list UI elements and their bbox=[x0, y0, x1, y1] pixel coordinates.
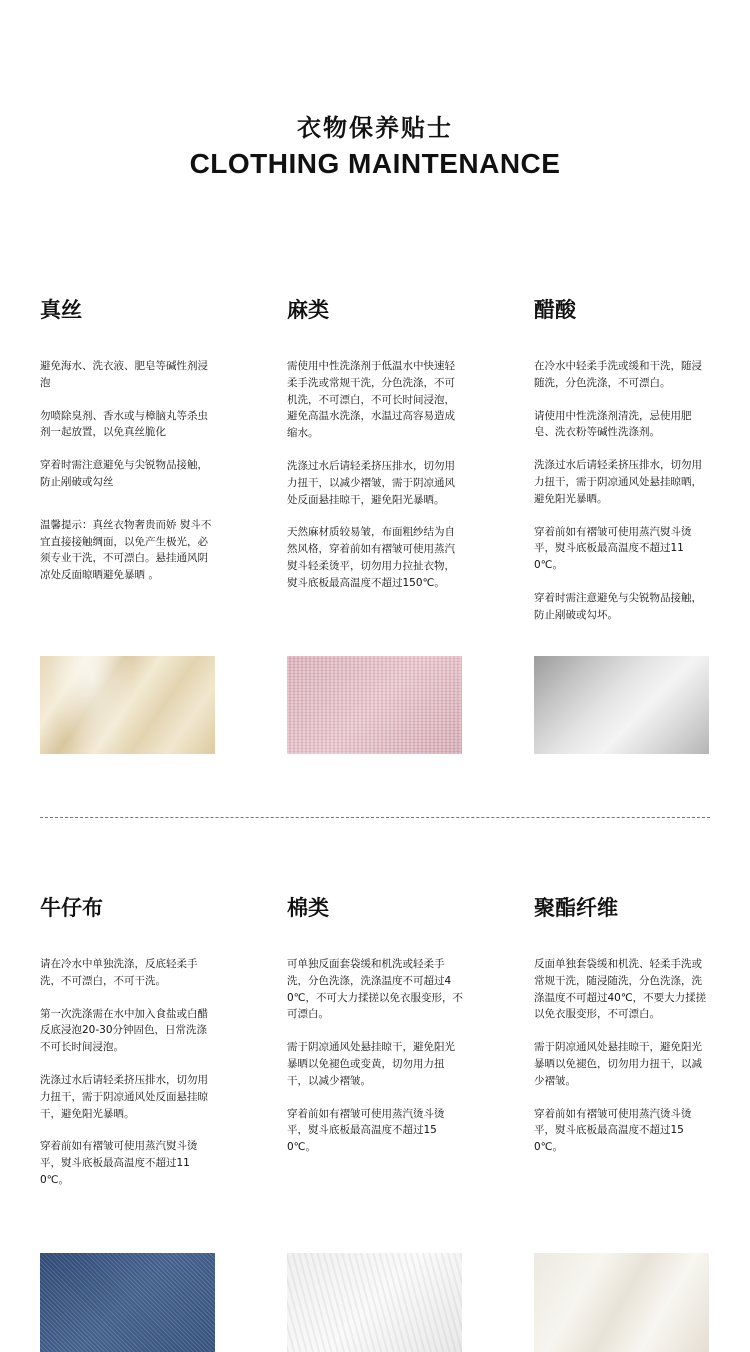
care-instructions bbox=[40, 956, 216, 1205]
fabric-name: 醋酸 bbox=[534, 298, 576, 322]
fabric-card-linen bbox=[287, 296, 467, 589]
care-paragraph: 需于阴凉通风处悬挂晾干，避免阳光暴晒以免褪色，切勿用力扭干，以减少褶皱。 bbox=[534, 1041, 702, 1087]
fabric-card-polyester bbox=[534, 894, 714, 1154]
care-paragraph: 洗涤过水后请轻柔挤压排水，切勿用力扭干，以减少褶皱，需于阴凉通风处反面悬挂晾干，避免阳光暴晒。 bbox=[287, 459, 455, 506]
fabric-name: 麻类 bbox=[287, 298, 329, 322]
care-paragraph: 穿着前如有褶皱可使用蒸汽烫斗烫平，熨斗底板最高温度不超过150℃。 bbox=[287, 1107, 445, 1154]
fabric-name: 牛仔布 bbox=[40, 896, 103, 920]
fabric-card-cotton bbox=[287, 894, 467, 1154]
page-title-chinese: 衣物保养贴士 bbox=[297, 114, 453, 142]
care-paragraph: 穿着前如有褶皱可使用蒸汽熨斗烫平，熨斗底板最高温度不超过110℃。 bbox=[40, 1140, 198, 1186]
care-paragraph: 天然麻材质较易皱，布面粗纱结为自然风格，穿着前如有褶皱可使用蒸汽熨斗轻柔烫平，切勿用力拉扯衣物，熨斗底板最高温度不超过150℃。 bbox=[287, 526, 455, 589]
care-instructions bbox=[287, 358, 463, 608]
fabric-card-acetate bbox=[534, 296, 714, 621]
care-instructions bbox=[534, 358, 710, 640]
care-paragraph: 穿着前如有褶皱可使用蒸汽烫斗烫平，熨斗底板最高温度不超过150℃。 bbox=[534, 1107, 692, 1154]
care-paragraph: 请使用中性洗涤剂清洗，忌使用肥皂、洗衣粉等碱性洗涤剂。 bbox=[534, 409, 692, 439]
acetate-swatch-image bbox=[534, 656, 709, 754]
cotton-swatch-image bbox=[287, 1253, 462, 1352]
care-paragraph: 穿着时需注意避免与尖锐物品接触，防止剐破或勾丝 bbox=[40, 459, 208, 488]
silk-swatch-image bbox=[40, 656, 215, 754]
care-paragraph: 第一次洗涤需在水中加入食盐或白醋反底浸泡20-30分钟固色，日常洗涤不可长时间浸泡。 bbox=[40, 1007, 208, 1054]
care-paragraph: 反面单独套袋缓和机洗、轻柔手洗或常规干洗，随浸随洗，分色洗涤，洗涤温度不可超过40℃，不要大力揉搓以免衣服变形，不可漂白。 bbox=[534, 958, 707, 1021]
fabric-card-denim bbox=[40, 894, 220, 1186]
fabric-name: 真丝 bbox=[40, 298, 82, 322]
fabric-card-silk bbox=[40, 296, 220, 582]
fabric-name: 聚酯纤维 bbox=[534, 896, 618, 920]
care-instructions bbox=[534, 956, 710, 1172]
polyester-swatch-image bbox=[534, 1253, 709, 1352]
care-paragraph: 请在冷水中单独洗涤，反底轻柔手洗，不可漂白，不可干洗。 bbox=[40, 958, 198, 987]
care-instructions bbox=[40, 358, 216, 600]
denim-swatch-image bbox=[40, 1253, 215, 1352]
care-tip-paragraph: 温馨提示：真丝衣物奢贵而娇 熨斗不宜直接接触绸面，以免产生极光，必须专业干洗，不可漂白。悬挂通风阴凉处反面晾晒避免暴晒 。 bbox=[40, 518, 212, 582]
care-paragraph: 穿着前如有褶皱可使用蒸汽熨斗烫平，熨斗底板最高温度不超过110℃。 bbox=[534, 525, 692, 572]
care-paragraph: 勿喷除臭剂、香水或与樟脑丸等杀虫剂一起放置，以免真丝脆化 bbox=[40, 409, 208, 439]
page-title-english: CLOTHING MAINTENANCE bbox=[189, 148, 561, 179]
care-paragraph: 洗涤过水后请轻柔挤压排水，切勿用力扭干，需于阴凉通风处反面悬挂晾干，避免阳光暴晒。 bbox=[40, 1073, 208, 1120]
care-paragraph: 需使用中性洗涤剂于低温水中快速轻柔手洗或常规干洗，分色洗涤，不可机洗，不可漂白，不可长时间浸泡，避免高温水洗涤，水温过高容易造成缩水。 bbox=[287, 360, 455, 440]
care-paragraph: 避免海水、洗衣液、肥皂等碱性剂浸泡 bbox=[40, 360, 208, 389]
page-header bbox=[0, 112, 750, 184]
care-paragraph: 需于阴凉通风处悬挂晾干，避免阳光暴晒以免褪色或变黄，切勿用力扭干，以减少褶皱。 bbox=[287, 1041, 455, 1087]
care-paragraph: 穿着时需注意避免与尖锐物品接触，防止剐破或勾坏。 bbox=[534, 591, 702, 621]
care-instructions bbox=[287, 956, 463, 1172]
fabric-name: 棉类 bbox=[287, 896, 329, 920]
care-paragraph: 洗涤过水后请轻柔挤压排水，切勿用力扭干，需于阴凉通风处悬挂晾晒，避免阳光暴晒。 bbox=[534, 459, 702, 505]
section-divider bbox=[40, 817, 710, 818]
care-paragraph: 可单独反面套袋缓和机洗或轻柔手洗，分色洗涤，洗涤温度不可超过40℃，不可大力揉搓以免衣服变形，不可漂白。 bbox=[287, 958, 463, 1021]
linen-swatch-image bbox=[287, 656, 462, 754]
care-paragraph: 在冷水中轻柔手洗或缓和干洗，随浸随洗，分色洗涤，不可漂白。 bbox=[534, 360, 702, 389]
